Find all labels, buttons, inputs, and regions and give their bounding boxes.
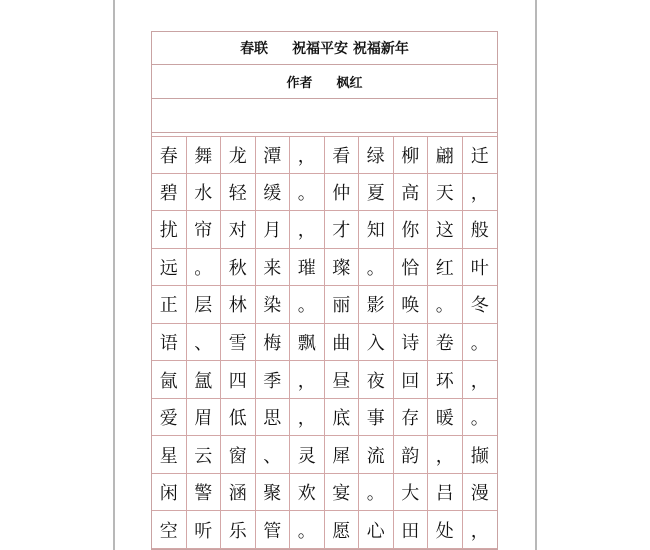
grid-cell: 这 [428,211,463,249]
grid-cell: 轻 [221,174,256,212]
grid-cell: 才 [325,211,360,249]
grid-cell: 璨 [325,249,360,287]
grid-cell: 窗 [221,436,256,474]
grid-cell: 天 [428,174,463,212]
page-left-border [113,0,115,550]
grid-cell: 迁 [463,136,498,174]
grid-cell: 爱 [152,399,187,437]
grid-cell: 。 [463,399,498,437]
grid-cell: 心 [359,511,394,549]
grid-cell: 。 [359,474,394,512]
grid-cell: 碧 [152,174,187,212]
grid-cell: 秋 [221,249,256,287]
poem-title: 春联 [240,41,269,57]
grid-cell: ， [290,399,325,437]
grid-cell: 。 [187,249,222,287]
grid-cell: 你 [394,211,429,249]
grid-cell: 涵 [221,474,256,512]
grid-cell: 昼 [325,361,360,399]
grid-cell: 氲 [187,361,222,399]
grid-cell: ， [290,361,325,399]
grid-cell: 入 [359,324,394,362]
grid-cell: ， [428,436,463,474]
grid-cell: 吕 [428,474,463,512]
grid-cell: ， [290,136,325,174]
grid-cell: 来 [256,249,291,287]
grid-cell: 潭 [256,136,291,174]
grid-cell: 处 [428,511,463,549]
grid-cell: 飘 [290,324,325,362]
grid-cell: 对 [221,211,256,249]
grid-cell: 缓 [256,174,291,212]
grid-cell: 欢 [290,474,325,512]
grid-cell: 底 [325,399,360,437]
grid-cell: 听 [187,511,222,549]
grid-cell: 月 [256,211,291,249]
title-row [152,32,497,65]
grid-cell: 唤 [394,286,429,324]
grid-cell: 存 [394,399,429,437]
grid-cell: 雪 [221,324,256,362]
manuscript-sheet [151,31,498,550]
grid-cell: 曲 [325,324,360,362]
grid-cell: ， [463,361,498,399]
author-label: 作者 [286,75,313,91]
grid-cell: 大 [394,474,429,512]
grid-cell: 低 [221,399,256,437]
grid-cell: 流 [359,436,394,474]
grid-cell: 警 [187,474,222,512]
grid-cell: 事 [359,399,394,437]
grid-cell: 氤 [152,361,187,399]
grid-cell: 乐 [221,511,256,549]
grid-cell: 宴 [325,474,360,512]
character-grid [152,136,497,549]
grid-cell: 冬 [463,286,498,324]
grid-cell: 远 [152,249,187,287]
grid-cell: 柳 [394,136,429,174]
grid-cell: 语 [152,324,187,362]
grid-cell: 丽 [325,286,360,324]
grid-cell: 撷 [463,436,498,474]
grid-cell: 回 [394,361,429,399]
grid-cell: 星 [152,436,187,474]
grid-cell: 犀 [325,436,360,474]
grid-cell: 管 [256,511,291,549]
grid-cell: ， [463,174,498,212]
grid-cell: 季 [256,361,291,399]
grid-cell: 云 [187,436,222,474]
grid-cell: 层 [187,286,222,324]
grid-cell: 暖 [428,399,463,437]
grid-cell: 龙 [221,136,256,174]
grid-cell: 空 [152,511,187,549]
grid-cell: 卷 [428,324,463,362]
grid-cell: 愿 [325,511,360,549]
grid-cell: 春 [152,136,187,174]
grid-cell: 红 [428,249,463,287]
grid-cell: 璀 [290,249,325,287]
blank-row [152,98,497,133]
grid-cell: 韵 [394,436,429,474]
grid-cell: 叶 [463,249,498,287]
grid-cell: 看 [325,136,360,174]
grid-cell: 染 [256,286,291,324]
grid-cell: 翩 [428,136,463,174]
grid-cell: 夜 [359,361,394,399]
author-row [152,64,497,99]
poem-subtitle: 祝福平安 祝福新年 [292,41,409,57]
grid-cell: 、 [187,324,222,362]
grid-cell: 四 [221,361,256,399]
grid-cell: ， [463,511,498,549]
grid-cell: 漫 [463,474,498,512]
grid-cell: 仲 [325,174,360,212]
grid-cell: 聚 [256,474,291,512]
grid-cell: 高 [394,174,429,212]
grid-cell: 水 [187,174,222,212]
grid-cell: 、 [256,436,291,474]
grid-cell: 夏 [359,174,394,212]
grid-cell: 闲 [152,474,187,512]
author-name: 枫红 [336,75,363,91]
grid-cell: 诗 [394,324,429,362]
grid-cell: 舞 [187,136,222,174]
grid-cell: 田 [394,511,429,549]
grid-cell: 正 [152,286,187,324]
grid-cell: 。 [290,511,325,549]
grid-cell: 。 [290,286,325,324]
grid-cell: 。 [428,286,463,324]
grid-cell: 。 [290,174,325,212]
grid-cell: 般 [463,211,498,249]
grid-cell: ， [290,211,325,249]
grid-cell: 环 [428,361,463,399]
grid-cell: 眉 [187,399,222,437]
grid-cell: 林 [221,286,256,324]
grid-cell: 恰 [394,249,429,287]
grid-cell: 帘 [187,211,222,249]
grid-cell: 。 [359,249,394,287]
grid-cell: 影 [359,286,394,324]
grid-cell: 扰 [152,211,187,249]
grid-cell: 思 [256,399,291,437]
grid-cell: 。 [463,324,498,362]
grid-cell: 灵 [290,436,325,474]
grid-cell: 知 [359,211,394,249]
page-right-border [535,0,537,550]
grid-cell: 梅 [256,324,291,362]
grid-cell: 绿 [359,136,394,174]
